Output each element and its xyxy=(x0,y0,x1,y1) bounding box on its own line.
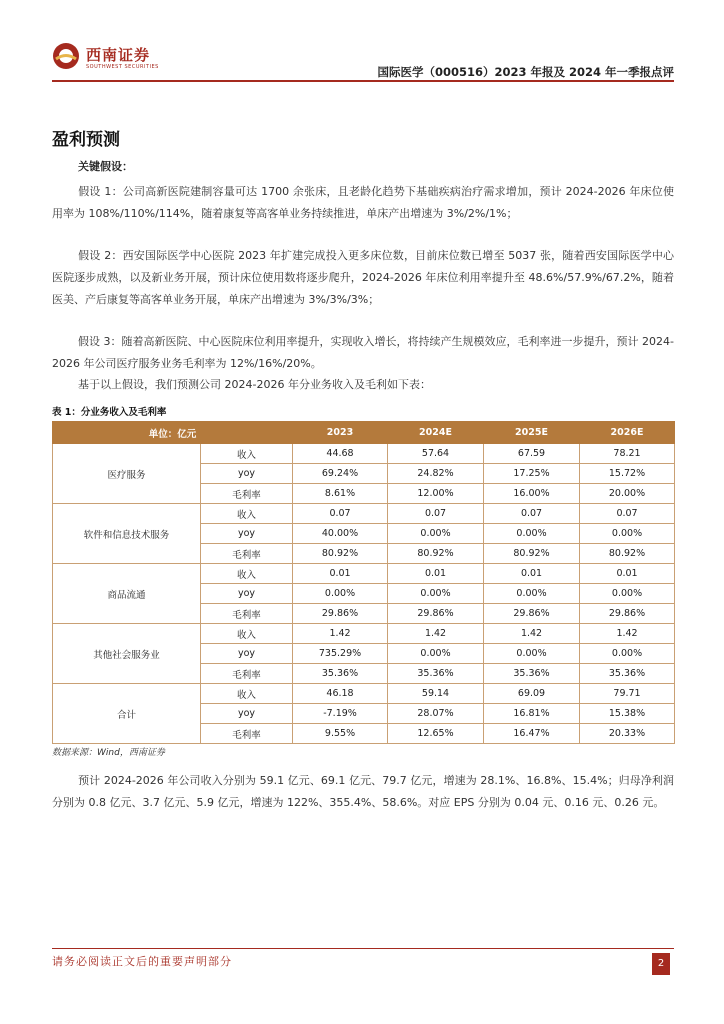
value-cell: 8.61% xyxy=(293,484,388,504)
value-cell: 29.86% xyxy=(484,604,580,624)
page-number: 2 xyxy=(652,953,670,975)
header-divider xyxy=(52,80,674,82)
value-cell: 67.59 xyxy=(484,444,580,464)
year-header: 2026E xyxy=(580,422,675,444)
value-cell: 15.72% xyxy=(580,464,675,484)
brand-name-cn: 西南证券 xyxy=(86,46,151,64)
metric-cell: 收入 xyxy=(201,444,293,464)
value-cell: 1.42 xyxy=(293,624,388,644)
value-cell: 46.18 xyxy=(293,684,388,704)
year-header: 2025E xyxy=(484,422,580,444)
table-row xyxy=(53,444,675,464)
value-cell: 35.36% xyxy=(388,664,484,684)
value-cell: 0.01 xyxy=(580,564,675,584)
assumption-1-paragraph: 假设 1：公司高新医院建制容量可达 1700 余张床，且老龄化趋势下基础疾病治疗需求增加，预计 2024-2026 年床位使用率为 108%/110%/114%，随着康复等高客单业务持续推进，单床产出增速为 3%/2%/1%； xyxy=(52,185,674,220)
value-cell: 16.81% xyxy=(484,704,580,724)
metric-cell: yoy xyxy=(201,584,293,604)
segment-name-cell: 商品流通 xyxy=(53,564,201,624)
value-cell: 12.00% xyxy=(388,484,484,504)
value-cell: 1.42 xyxy=(484,624,580,644)
year-header: 2023 xyxy=(293,422,388,444)
metric-cell: 收入 xyxy=(201,624,293,644)
value-cell: 0.00% xyxy=(484,524,580,544)
report-title: 国际医学（000516）2023 年报及 2024 年一季报点评 xyxy=(377,65,674,79)
unit-header: 单位：亿元 xyxy=(53,422,293,444)
table-header-row xyxy=(53,422,675,444)
table-row xyxy=(53,624,675,644)
value-cell: 0.07 xyxy=(293,504,388,524)
value-cell: -7.19% xyxy=(293,704,388,724)
page-header xyxy=(52,40,674,80)
value-cell: 0.07 xyxy=(580,504,675,524)
value-cell: 16.00% xyxy=(484,484,580,504)
value-cell: 0.00% xyxy=(580,644,675,664)
value-cell: 20.33% xyxy=(580,724,675,744)
value-cell: 0.01 xyxy=(484,564,580,584)
segment-name-cell: 其他社会服务业 xyxy=(53,624,201,684)
value-cell: 59.14 xyxy=(388,684,484,704)
metric-cell: 毛利率 xyxy=(201,484,293,504)
value-cell: 15.38% xyxy=(580,704,675,724)
metric-cell: yoy xyxy=(201,644,293,664)
table-row xyxy=(53,504,675,524)
value-cell: 0.00% xyxy=(388,644,484,664)
value-cell: 1.42 xyxy=(388,624,484,644)
value-cell: 57.64 xyxy=(388,444,484,464)
metric-cell: yoy xyxy=(201,464,293,484)
value-cell: 1.42 xyxy=(580,624,675,644)
key-assumptions-label: 关键假设： xyxy=(78,160,133,173)
value-cell: 29.86% xyxy=(580,604,675,624)
value-cell: 0.07 xyxy=(388,504,484,524)
assumption-3-paragraph: 假设 3：随着高新医院、中心医院床位利用率提升，实现收入增长，将持续产生规模效应，毛利率进一步提升，预计 2024-2026 年公司医疗服务业务毛利率为 12%/16%/20%。 xyxy=(52,335,674,370)
value-cell: 40.00% xyxy=(293,524,388,544)
metric-cell: 毛利率 xyxy=(201,664,293,684)
value-cell: 0.01 xyxy=(293,564,388,584)
value-cell: 44.68 xyxy=(293,444,388,464)
value-cell: 0.00% xyxy=(293,584,388,604)
footer-divider xyxy=(52,948,674,949)
value-cell: 80.92% xyxy=(580,544,675,564)
brand-name-en: SOUTHWEST SECURITIES xyxy=(86,64,159,70)
value-cell: 735.29% xyxy=(293,644,388,664)
value-cell: 35.36% xyxy=(484,664,580,684)
brand-logo-icon xyxy=(52,42,80,70)
value-cell: 12.65% xyxy=(388,724,484,744)
value-cell: 80.92% xyxy=(293,544,388,564)
brand-logo xyxy=(52,40,172,76)
value-cell: 29.86% xyxy=(388,604,484,624)
value-cell: 35.36% xyxy=(293,664,388,684)
data-source: 数据来源：Wind，西南证券 xyxy=(52,748,165,758)
metric-cell: 收入 xyxy=(201,564,293,584)
table-intro-paragraph: 基于以上假设，我们预测公司 2024-2026 年分业务收入及毛利如下表： xyxy=(78,378,431,391)
value-cell: 0.01 xyxy=(388,564,484,584)
table-row xyxy=(53,564,675,584)
metric-cell: 毛利率 xyxy=(201,544,293,564)
table-caption: 表 1：分业务收入及毛利率 xyxy=(52,407,167,418)
metric-cell: 收入 xyxy=(201,684,293,704)
value-cell: 0.00% xyxy=(484,584,580,604)
value-cell: 16.47% xyxy=(484,724,580,744)
value-cell: 0.07 xyxy=(484,504,580,524)
value-cell: 69.09 xyxy=(484,684,580,704)
value-cell: 0.00% xyxy=(580,524,675,544)
metric-cell: 收入 xyxy=(201,504,293,524)
value-cell: 28.07% xyxy=(388,704,484,724)
section-title: 盈利预测 xyxy=(52,130,120,150)
metric-cell: 毛利率 xyxy=(201,604,293,624)
segment-name-cell: 合计 xyxy=(53,684,201,744)
metric-cell: yoy xyxy=(201,524,293,544)
value-cell: 9.55% xyxy=(293,724,388,744)
value-cell: 0.00% xyxy=(388,584,484,604)
value-cell: 0.00% xyxy=(388,524,484,544)
segment-revenue-table xyxy=(52,421,675,744)
metric-cell: 毛利率 xyxy=(201,724,293,744)
footer-disclaimer: 请务必阅读正文后的重要声明部分 xyxy=(52,955,232,968)
metric-cell: yoy xyxy=(201,704,293,724)
value-cell: 29.86% xyxy=(293,604,388,624)
year-header: 2024E xyxy=(388,422,484,444)
value-cell: 24.82% xyxy=(388,464,484,484)
value-cell: 80.92% xyxy=(484,544,580,564)
segment-name-cell: 医疗服务 xyxy=(53,444,201,504)
segment-name-cell: 软件和信息技术服务 xyxy=(53,504,201,564)
value-cell: 17.25% xyxy=(484,464,580,484)
value-cell: 0.00% xyxy=(484,644,580,664)
value-cell: 69.24% xyxy=(293,464,388,484)
value-cell: 20.00% xyxy=(580,484,675,504)
assumption-2-paragraph: 假设 2：西安国际医学中心医院 2023 年扩建完成投入更多床位数，目前床位数已增至 5037 张，随着西安国际医学中心医院逐步成熟，以及新业务开展，预计床位使用数将逐步爬升，2024-2026 年床位利用率提升至 48.6%/57.9%/67.2%，随着医美、产后康复等高客单业务开展，单床产出增速为 3%/3%/3%； xyxy=(52,249,674,306)
value-cell: 78.21 xyxy=(580,444,675,464)
value-cell: 80.92% xyxy=(388,544,484,564)
table-row xyxy=(53,684,675,704)
forecast-paragraph: 预计 2024-2026 年公司收入分别为 59.1 亿元、69.1 亿元、79.7 亿元，增速为 28.1%、16.8%、15.4%；归母净利润分别为 0.8 亿元、3.7 亿元、5.9 亿元，增速为 122%、355.4%、58.6%。对应 EPS 分别为 0.04 元、0.16 元、0.26 元。 xyxy=(52,774,674,809)
value-cell: 35.36% xyxy=(580,664,675,684)
value-cell: 0.00% xyxy=(580,584,675,604)
value-cell: 79.71 xyxy=(580,684,675,704)
